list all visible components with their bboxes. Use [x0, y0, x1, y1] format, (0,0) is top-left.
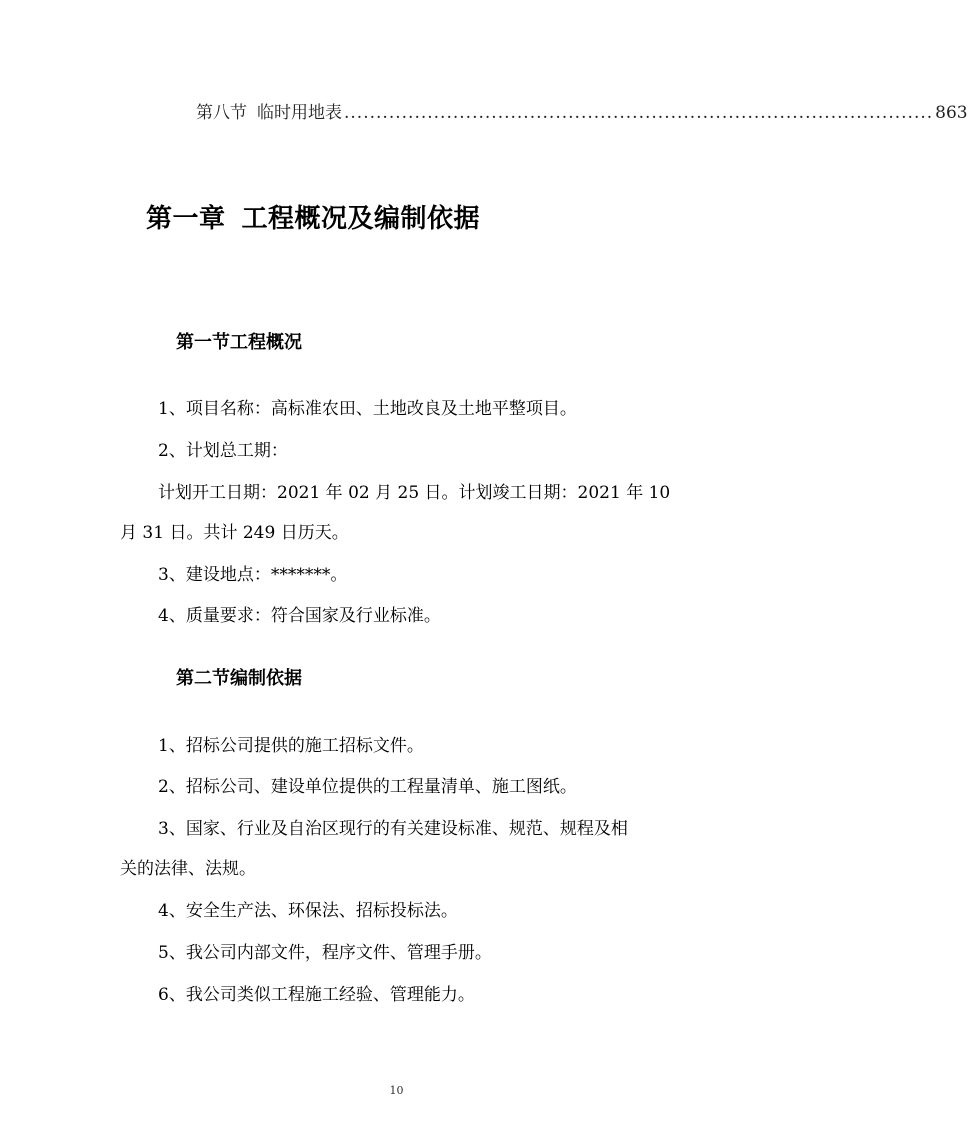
basis-item-3-line2: 关的法律、法规。 — [120, 859, 256, 879]
basis-item-1: 1、招标公司提供的施工招标文件。 — [158, 736, 424, 756]
toc-entry-title: 临时用地表 — [257, 103, 342, 123]
toc-entry[interactable] — [196, 98, 968, 126]
overview-item-2: 2、计划总工期： — [158, 441, 288, 461]
page-number: 10 — [389, 1084, 404, 1097]
overview-item-2-line1: 计划开工日期：2021 年 02 月 25 日。计划竣工日期：2021 年 10 — [158, 483, 671, 503]
overview-item-4: 4、质量要求：符合国家及行业标准。 — [158, 606, 441, 626]
overview-item-1: 1、项目名称：高标准农田、土地改良及土地平整项目。 — [158, 399, 577, 419]
basis-item-3-line1: 3、国家、行业及自治区现行的有关建设标准、规范、规程及相 — [158, 819, 628, 839]
overview-item-2-line2: 月 31 日。共计 249 日历天。 — [120, 523, 349, 543]
overview-item-3: 3、建设地点：*******。 — [158, 565, 348, 585]
chapter-number: 第一章 — [146, 204, 226, 234]
toc-entry-number: 第八节 — [196, 103, 247, 123]
basis-item-4: 4、安全生产法、环保法、招标投标法。 — [158, 901, 458, 921]
basis-item-5: 5、我公司内部文件，程序文件、管理手册。 — [158, 943, 492, 963]
toc-entry-page: 863 — [935, 103, 968, 123]
toc-leader-dots: ............................................................................................ — [344, 103, 934, 123]
chapter-title: 工程概况及编制依据 — [241, 204, 481, 234]
basis-item-2: 2、招标公司、建设单位提供的工程量清单、施工图纸。 — [158, 777, 577, 797]
section-heading-overview: 第一节工程概况 — [176, 332, 302, 353]
basis-item-6: 6、我公司类似工程施工经验、管理能力。 — [158, 985, 475, 1005]
chapter-heading — [146, 198, 480, 235]
section-heading-basis: 第二节编制依据 — [176, 668, 302, 689]
